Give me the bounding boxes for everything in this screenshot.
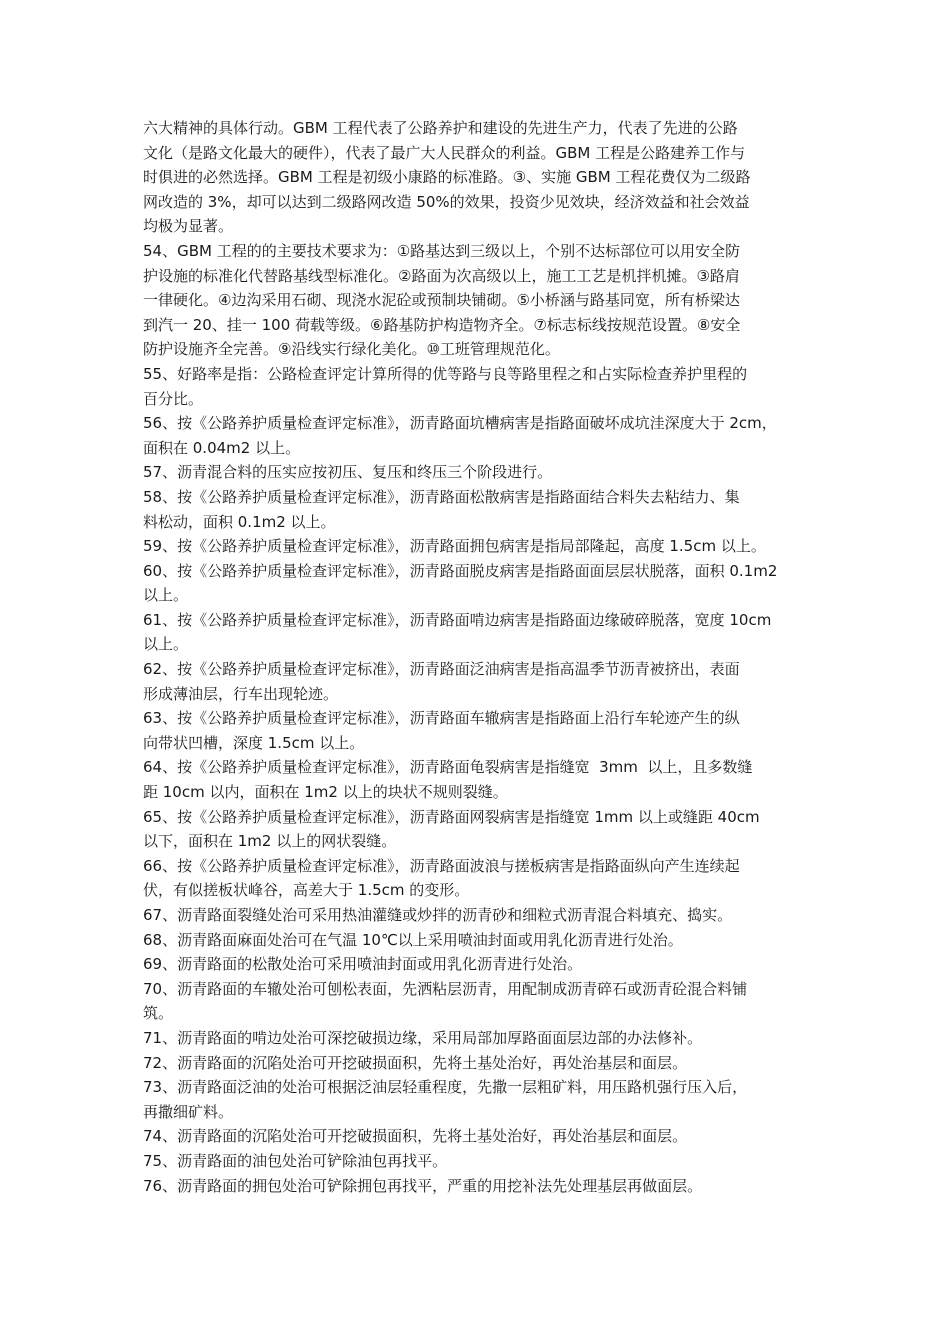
text-line: 距 10cm 以内，面积在 1m2 以上的块状不规则裂缝。 bbox=[143, 783, 508, 802]
text-line: 56、按《公路养护质量检查评定标准》，沥青路面坑槽病害是指路面破坏成坑洼深度大于 2cm， bbox=[143, 414, 777, 433]
text-line: 向带状凹槽，深度 1.5cm 以上。 bbox=[143, 733, 365, 752]
text-line: 形成薄油层，行车出现轮迹。 bbox=[143, 684, 339, 703]
text-line: 68、沥青路面麻面处治可在气温 10℃以上采用喷油封面或用乳化沥青进行处治。 bbox=[143, 930, 683, 949]
text-line: 74、沥青路面的沉陷处治可开挖破损面积，先将土基处治好，再处治基层和面层。 bbox=[143, 1127, 688, 1146]
text-line: 料松动，面积 0.1m2 以上。 bbox=[143, 512, 336, 531]
text-line: 六大精神的具体行动。GBM 工程代表了公路养护和建设的先进生产力，代表了先进的公路 bbox=[143, 119, 738, 137]
text-line: 58、按《公路养护质量检查评定标准》，沥青路面松散病害是指路面结合料失去粘结力、集 bbox=[143, 487, 740, 506]
text-line: 59、按《公路养护质量检查评定标准》，沥青路面拥包病害是指局部隆起，高度 1.5cm 以上。 bbox=[143, 537, 766, 556]
text-line: 网改造的 3%，却可以达到二级路网改造 50%的效果，投资少见效块，经济效益和社会效益 bbox=[143, 192, 750, 211]
text-line: 75、沥青路面的油包处治可铲除油包再找平。 bbox=[143, 1151, 448, 1170]
text-line: 67、沥青路面裂缝处治可采用热油灌缝或炒拌的沥青砂和细粒式沥青混合料填充、捣实。 bbox=[143, 906, 733, 924]
text-line: 以上。 bbox=[143, 635, 189, 654]
text-line: 72、沥青路面的沉陷处治可开挖破损面积，先将土基处治好，再处治基层和面层。 bbox=[143, 1053, 688, 1072]
text-line: 62、按《公路养护质量检查评定标准》，沥青路面泛油病害是指高温季节沥青被挤出，表面 bbox=[143, 660, 740, 679]
text-line: 以上。 bbox=[143, 586, 189, 605]
text-line: 再撒细矿料。 bbox=[143, 1102, 234, 1121]
text-line: 71、沥青路面的啃边处治可深挖破损边缘，采用局部加厚路面面层边部的办法修补。 bbox=[143, 1028, 703, 1047]
text-line: 61、按《公路养护质量检查评定标准》，沥青路面啃边病害是指路面边缘破碎脱落，宽度 10cm bbox=[143, 610, 772, 629]
text-line: 66、按《公路养护质量检查评定标准》，沥青路面波浪与搓板病害是指路面纵向产生连续起 bbox=[143, 856, 740, 875]
text-line: 到汽一 20、挂一 100 荷载等级。⑥路基防护构造物齐全。⑦标志标线按规范设置。⑧安全 bbox=[143, 315, 741, 334]
text-line: 54、GBM 工程的的主要技术要求为：①路基达到三级以上，个别不达标部位可以用安全防 bbox=[143, 241, 741, 260]
text-line: 63、按《公路养护质量检查评定标准》，沥青路面车辙病害是指路面上沿行车轮迹产生的纵 bbox=[143, 709, 740, 728]
document-body bbox=[143, 116, 808, 1198]
text-line: 文化（是路文化最大的硬件），代表了最广大人民群众的利益。GBM 工程是公路建养工作与 bbox=[143, 143, 746, 162]
text-line: 64、按《公路养护质量检查评定标准》，沥青路面龟裂病害是指缝宽 3mm 以上，且多数缝 bbox=[143, 758, 753, 777]
text-line: 65、按《公路养护质量检查评定标准》，沥青路面网裂病害是指缝宽 1mm 以上或缝距 40cm bbox=[143, 807, 760, 826]
text-line: 70、沥青路面的车辙处治可刨松表面，先洒粘层沥青，用配制成沥青碎石或沥青砼混合料铺 bbox=[143, 979, 748, 998]
text-line: 防护设施齐全完善。⑨沿线实行绿化美化。⑩工班管理规范化。 bbox=[143, 340, 560, 359]
text-line: 69、沥青路面的松散处治可采用喷油封面或用乳化沥青进行处治。 bbox=[143, 955, 583, 974]
text-line: 55、好路率是指：公路检查评定计算所得的优等路与良等路里程之和占实际检查养护里程的 bbox=[143, 364, 748, 383]
text-line: 筑。 bbox=[143, 1004, 174, 1023]
text-line: 伏，有似搓板状峰谷，高差大于 1.5cm 的变形。 bbox=[143, 881, 470, 900]
text-line: 60、按《公路养护质量检查评定标准》，沥青路面脱皮病害是指路面面层层状脱落，面积 0.1m2 bbox=[143, 561, 778, 580]
text-line: 73、沥青路面泛油的处治可根据泛油层轻重程度，先撒一层粗矿料，用压路机强行压入后， bbox=[143, 1078, 748, 1097]
text-line: 护设施的标准化代替路基线型标准化。②路面为次高级以上，施工工艺是机拌机摊。③路肩 bbox=[143, 266, 740, 285]
text-line: 时俱进的必然选择。GBM 工程是初级小康路的标准路。③、实施 GBM 工程花费仅为二级路 bbox=[143, 168, 751, 187]
text-line: 百分比。 bbox=[143, 389, 204, 408]
text-line: 面积在 0.04m2 以上。 bbox=[143, 438, 301, 457]
text-line: 均极为显著。 bbox=[143, 217, 234, 236]
text-line: 57、沥青混合料的压实应按初压、复压和终压三个阶段进行。 bbox=[143, 463, 553, 482]
text-line: 一律硬化。④边沟采用石砌、现浇水泥砼或预制块铺砌。⑤小桥涵与路基同宽，所有桥梁达 bbox=[143, 291, 740, 310]
text-line: 以下，面积在 1m2 以上的网状裂缝。 bbox=[143, 832, 397, 851]
text-line: 76、沥青路面的拥包处治可铲除拥包再找平，严重的用挖补法先处理基层再做面层。 bbox=[143, 1176, 703, 1195]
